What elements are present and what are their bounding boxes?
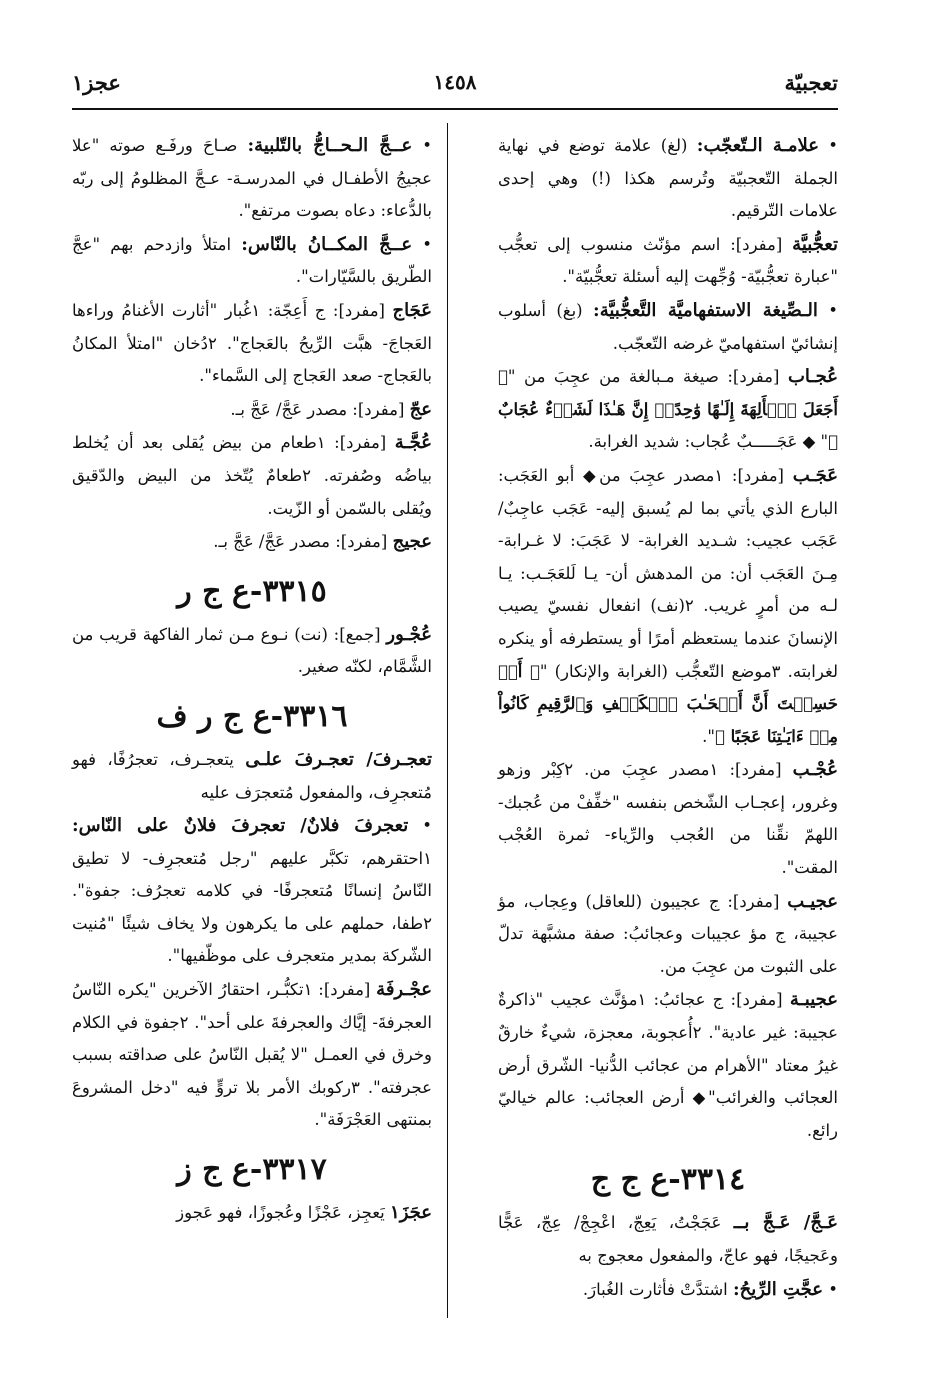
headword: الـصِّيغة الاستفهاميَّة التَّعجُّبيَّة: xyxy=(593,299,818,321)
headword: عجَّتِ الرِّيحُ: xyxy=(733,1278,824,1300)
sense-entry xyxy=(72,130,432,228)
definition: [مفرد]: ج أَعِجّة: ١غُبار "أثارت الأغنامُ وراءها العَجاجَ- هبَّت الرِّيحُ بالعَجاج". ٢دُخان "امتلأ المكانُ بالعَجاج- صعد العَجاج إلى السَّماء". xyxy=(72,300,432,386)
definition: [مفرد]: ج عجائبُ: ١مؤنَّث عجيب "ذاكرةٌ عجيبة: غير عادية". ٢أُعجوبة، معجزة، شيءٌ خارقٌ غيرُ معتاد "الأهرام من عجائب الدُّنيا- الشّرق أرض العجائب والغرائب"◆ أرض العجائب: عالم خياليّ رائع. xyxy=(498,990,838,1140)
definition-continued: " ◆ عَجَـــــبٌ عُجاب: شديد الغرابة. xyxy=(588,432,829,452)
definition: [مفرد]: ١مصدر عجِبَ من◆ أبو العَجَب: البارع الذي يأتي بما لم يُسبق إليه- عَجَب عاجِبٌ/ عَجَب عجيب: شـديد الغرابة- لا عَجَبَ: لا غـرابة- مِـنَ العَجَب أن: من المدهش أن- يـا لَلعَجَـب: يـا لـه من أمرٍ غريب. ٢(نف) انفعال نفسيّ يصيب الإنسانَ عندما يستعظم أمرًا أو يستطرفه أو ينكره لغرابته. ٣موضع التّعجُّب (الغرابة والإنكار) " xyxy=(498,465,838,681)
headword: علامـة الـتّعجّب: xyxy=(696,135,819,156)
header-first-word: تعجبيّة xyxy=(784,70,838,95)
definition: (لغ) علامة توضع في نهاية الجملة التّعجبيّة وتُرسم هكذا (!) وهي إحدى علامات التّرقيم. xyxy=(498,136,838,221)
dictionary-entry xyxy=(498,886,838,984)
dictionary-entry xyxy=(498,984,838,1147)
headword: تعجـرفَ/ تعجـرفَ علـى xyxy=(245,748,432,770)
headword: عُجَّـة xyxy=(394,432,432,454)
sense-entry xyxy=(72,229,432,294)
definition: ١احتقرهم، تكبَّر عليهم "رجل مُتعجرِف- لا تطيق النّاسُ إنسانًا مُتعجرفًا- في كلامه تعجرُف: جفوة". ٢طفا، حملهم على ما يكرهون ولا يخاف شيئًا "مُنيت الشّركة بمدير متعجرف على موظّفيها". xyxy=(72,848,432,966)
headword: عــجَّ المكــانُ بالنّاس: xyxy=(241,233,413,255)
section-heading: ٣٣١٥-ع ج ر xyxy=(177,573,327,609)
dictionary-entry xyxy=(72,974,432,1137)
sense-entry xyxy=(498,295,838,360)
definition: [جمع]: (نت) نـوع مـن ثمار الفاكهة قريب من الشَّمَّام، لكنّه صغير. xyxy=(72,624,432,677)
left-column xyxy=(72,130,432,1231)
dictionary-entry xyxy=(72,1197,432,1230)
headword: عجيج xyxy=(392,531,432,553)
dictionary-entry xyxy=(498,1207,838,1272)
definition: (بغ) أسلوب إنشائيّ استفهاميّ غرضه التّعجّب. xyxy=(498,300,838,353)
headword: عَجَاج xyxy=(392,299,432,321)
definition: [مفرد]: اسم مؤنّث منسوب إلى تعجُّب "عبارة تعجُّبيّة- وُجِّهت إليه أسئلة تعجُّبيّة". xyxy=(498,234,838,287)
headword: عُجْـب xyxy=(792,759,838,781)
definition: يتعجـرف، تعجرُفًا، فهو مُتعجرِف، والمفعول مُتعجرَف عليه xyxy=(72,749,432,802)
sense-entry xyxy=(498,130,838,228)
definition: امتلأ وازدحم بهم "عجَّ الطّريق بالسَّيّارات". xyxy=(72,234,432,287)
headword: عجيبـة xyxy=(789,989,838,1011)
section-heading: ٣٣١٧-ع ج ز xyxy=(177,1152,327,1188)
headword: عَجَـب xyxy=(792,464,838,486)
dictionary-entry xyxy=(498,229,838,294)
header-rule xyxy=(72,108,838,110)
definition: عَجَجْتُ، يَعِجّ، اعْجِجْ/ عِجّ، عَجًّا وعَجيجًا، فهو عاجّ، والمفعول معجوج به xyxy=(498,1213,838,1265)
header-last-word: عجز١ xyxy=(72,70,121,95)
dictionary-entry xyxy=(498,361,838,459)
quran-verse: ﴿ أَجَعَلَ ٱلۡأَلِهَةَ إِلَـٰهًا وَٰحِدًاۖ إِنَّ هَـٰذَا لَشَىۡءٌ عُجَابٌ ﴾ xyxy=(498,367,838,452)
dictionary-entry xyxy=(72,744,432,809)
headword: عجْـرفَة xyxy=(376,979,432,1001)
sense-entry xyxy=(498,1274,838,1307)
definition: [مفرد]: ١تكبُّـر، احتقارُ الآخرين "يكره النّاسُ العجرفةَ- إيَّاك والعجرفةَ على أحد". ٢جفوة في الكلام وخرق في العمـل "لا يُقبل النّاسُ على صداقته بسبب عجرفته". ٣ركوبك الأمر بلا تروٍّ فيه "دخل المشروعَ بمنتهى العَجْرَفَة". xyxy=(72,980,432,1130)
dictionary-entry xyxy=(72,427,432,525)
page-header xyxy=(72,62,838,102)
headword: عجّ xyxy=(409,398,432,420)
definition-continued: ". xyxy=(702,726,715,746)
section-heading: ٣٣١٤-ع ج ج xyxy=(590,1162,746,1198)
definition: [مفرد]: ١مصدر عجِبَ من. ٢كِبْر وزهو وغرور، إعجـاب الشّخص بنفسه "خفِّفْ من عُجبك- اللهمّ نقِّنا من العُجب والرِّياء- ثمرة العُجْب المقت". xyxy=(498,760,838,878)
headword: عُجْـور xyxy=(386,623,432,645)
definition: اشتدَّتْ فأثارت الغُبارَ. xyxy=(582,1279,728,1299)
sense-entry xyxy=(72,810,432,973)
headword: عــجَّ الـحــاجُّ بالتّلبية: xyxy=(247,135,413,156)
dictionary-entry xyxy=(498,754,838,884)
headword: عجيـب xyxy=(787,890,838,912)
headword: تعجُّبيَّة xyxy=(792,233,838,255)
headword: عَـجَّ/ عَـجَّ بــ xyxy=(733,1212,838,1234)
definition: [مفرد]: مصدر عَجَّ/ عَجَّ بـ. xyxy=(213,532,388,552)
headword: عجَزَ١ xyxy=(390,1202,432,1224)
right-column xyxy=(498,130,838,1307)
dictionary-entry xyxy=(72,619,432,684)
definition: [مفرد]: مصدر عَجَّ/ عَجَّ بـ. xyxy=(230,399,405,419)
definition: صـاحَ ورفَـع صوته "علا عجيجُ الأطفـال في المدرسـة- عـجَّ المظلومُ إلى ربّه بالدُّعاء: دعاه بصوت مرتفع". xyxy=(72,136,432,221)
dictionary-entry xyxy=(498,460,838,753)
definition: [مفرد]: صيغة مـبالغة من عجِبَ من " xyxy=(507,367,780,387)
definition: يَعجِز، عَجْزًا وعُجوزًا، فهو عَجوز xyxy=(176,1203,385,1223)
column-divider xyxy=(447,123,448,1318)
headword: عُجـاب xyxy=(787,366,838,388)
dictionary-entry xyxy=(72,526,432,559)
headword: تعجرفَ فلانٌ/ تعجرفَ فلانٌ على النّاس: xyxy=(72,815,409,837)
definition: [مفرد]: ج عجيبون (للعاقل) وعِجاب، مؤ عجيبة، ج مؤ عجيبات وعجائبُ: صفة مشبَّهة تدلّ على الثبوت من عجِبَ من. xyxy=(498,891,838,976)
dictionary-entry xyxy=(72,295,432,393)
dictionary-entry xyxy=(72,394,432,427)
section-heading: ٣٣١٦-ع ج ر ف xyxy=(156,698,348,734)
quran-verse: ﴿ أَمۡ حَسِبۡتَ أَنَّ أَصۡحَـٰبَ ٱلۡكَهۡفِ وَٱلرَّقِيمِ كَانُواْ مِنۡ ءَايَـٰتِنَا عَجَبًا ﴾ xyxy=(498,661,838,746)
definition: [مفرد]: ١طعام من بيض يُقلى بعد أن يُخلط بياضُه وصُفرته. ٢طعامٌ يُتّخذ من البيض والدّقيق ويُقلى بالسّمن أو الزّيت. xyxy=(72,433,432,518)
page-number: ١٤٥٨ xyxy=(433,70,477,94)
